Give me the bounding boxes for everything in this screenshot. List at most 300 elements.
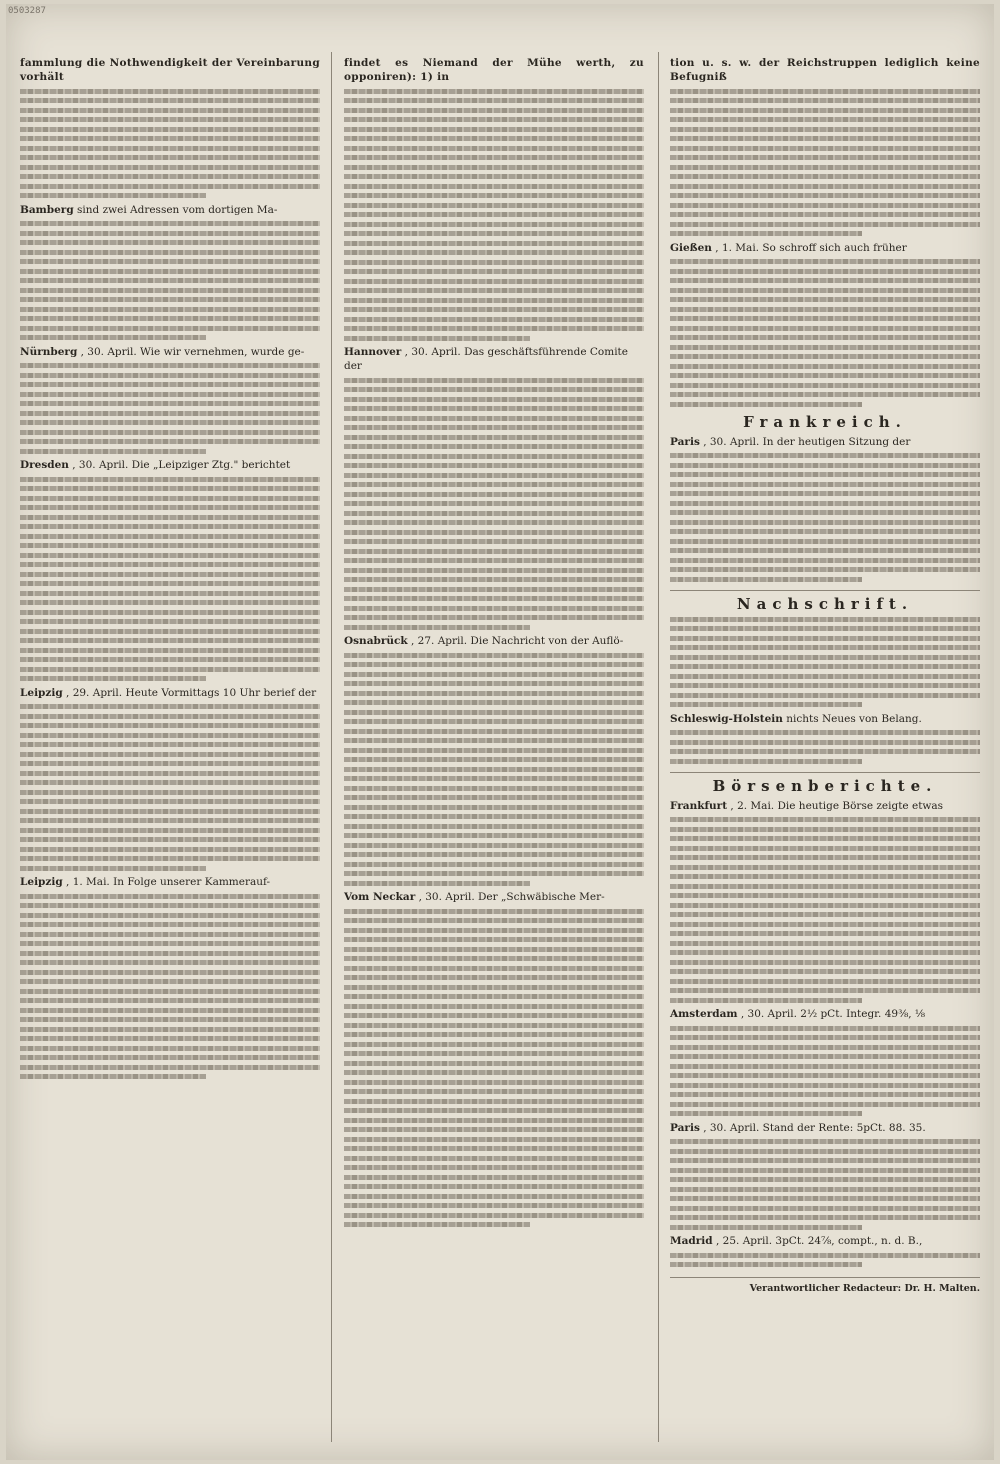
text-line xyxy=(670,1026,980,1031)
text-line xyxy=(344,1032,644,1037)
text-line xyxy=(670,626,980,631)
text-line xyxy=(344,1165,644,1170)
text-line xyxy=(344,814,644,819)
text-line xyxy=(20,534,320,539)
text-line xyxy=(20,866,206,871)
article-dateline xyxy=(670,435,980,449)
text-line xyxy=(344,136,644,141)
text-line xyxy=(670,827,980,832)
text-line xyxy=(344,174,644,179)
market-report xyxy=(670,1234,980,1248)
text-line xyxy=(344,843,644,848)
text-line xyxy=(344,596,644,601)
text-line xyxy=(670,392,980,397)
text-line xyxy=(344,1042,644,1047)
text-line xyxy=(344,700,644,705)
text-line xyxy=(20,667,320,672)
text-line xyxy=(344,241,644,246)
text-line xyxy=(670,1158,980,1163)
text-line xyxy=(20,676,206,681)
text-line xyxy=(20,733,320,738)
text-line xyxy=(20,335,206,340)
text-line xyxy=(344,985,644,990)
text-line xyxy=(670,326,980,331)
text-line xyxy=(344,615,644,620)
text-line xyxy=(20,221,320,226)
text-line xyxy=(344,336,530,341)
dateline-text: , 27. April. Die Nachricht von der Auflö- xyxy=(407,635,624,647)
text-line xyxy=(344,203,644,208)
text-line xyxy=(344,511,644,516)
text-line xyxy=(20,1055,320,1060)
text-line xyxy=(344,862,644,867)
text-line xyxy=(20,174,320,179)
text-line xyxy=(20,638,320,643)
text-line xyxy=(670,345,980,350)
text-line xyxy=(344,146,644,151)
text-line xyxy=(344,1175,644,1180)
text-line xyxy=(20,951,320,956)
text-line xyxy=(344,662,644,667)
text-line xyxy=(20,600,320,605)
text-line xyxy=(20,505,320,510)
section-heading: Nachschrift. xyxy=(670,590,980,611)
text-line xyxy=(670,664,980,669)
text-line xyxy=(20,1017,320,1022)
dateline-place: Paris xyxy=(670,1121,700,1134)
section-heading: Frankreich. xyxy=(743,412,907,431)
text-line xyxy=(344,691,644,696)
text-line xyxy=(344,625,530,630)
text-line xyxy=(670,482,980,487)
text-line xyxy=(20,1027,320,1032)
text-line xyxy=(20,108,320,113)
text-line xyxy=(344,1146,644,1151)
text-line xyxy=(20,610,320,615)
text-line xyxy=(344,1061,644,1066)
text-line xyxy=(20,1074,206,1079)
text-line xyxy=(344,994,644,999)
text-line xyxy=(20,259,320,264)
text-line xyxy=(670,645,980,650)
text-line xyxy=(670,865,980,870)
text-line xyxy=(344,298,644,303)
text-line xyxy=(20,932,320,937)
text-line xyxy=(670,931,980,936)
dateline-text: , 30. April. Stand der Rente: 5pCt. 88. 35. xyxy=(699,1121,926,1134)
text-line xyxy=(670,1139,980,1144)
text-line xyxy=(670,472,980,477)
text-line xyxy=(670,501,980,506)
text-line xyxy=(344,1108,644,1113)
text-line xyxy=(670,969,980,974)
text-line xyxy=(670,136,980,141)
text-line xyxy=(670,278,980,283)
text-line xyxy=(20,477,320,482)
text-line xyxy=(344,833,644,838)
text-line xyxy=(670,903,980,908)
text-line xyxy=(670,558,980,563)
text-line xyxy=(344,454,644,459)
text-line xyxy=(344,1051,644,1056)
dateline-place: Leipzig xyxy=(20,876,63,888)
text-line xyxy=(344,1013,644,1018)
column-lead: tion u. s. w. der Reichstruppen lediglich keine Befugniß xyxy=(670,57,980,83)
text-line xyxy=(20,780,320,785)
text-line xyxy=(670,912,980,917)
text-line xyxy=(670,288,980,293)
text-line xyxy=(344,966,644,971)
article-dateline xyxy=(344,890,644,904)
text-line xyxy=(20,1008,320,1013)
text-line xyxy=(344,805,644,810)
article-dateline xyxy=(344,634,644,648)
dateline-text: nichts Neues von Belang. xyxy=(782,712,922,725)
text-line xyxy=(344,165,644,170)
dateline-text: sind zwei Adressen vom dortigen Ma- xyxy=(73,203,278,216)
text-line xyxy=(344,463,644,468)
text-line xyxy=(670,1045,980,1050)
text-line xyxy=(670,184,980,189)
text-line xyxy=(20,799,320,804)
column-lead: fammlung die Nothwendigkeit der Vereinbarung vorhält xyxy=(20,57,320,83)
text-line xyxy=(670,165,980,170)
text-line xyxy=(670,1054,980,1059)
text-line xyxy=(20,250,320,255)
text-line xyxy=(344,155,644,160)
text-line xyxy=(344,416,644,421)
dateline-place: Nürnberg xyxy=(20,345,78,358)
text-line xyxy=(670,373,980,378)
text-line xyxy=(344,444,644,449)
text-line xyxy=(670,1196,980,1201)
footer-rule xyxy=(670,1277,980,1278)
text-line xyxy=(20,648,320,653)
text-line xyxy=(344,1080,644,1085)
text-line xyxy=(670,1177,980,1182)
column-rule xyxy=(658,52,659,1442)
market-report xyxy=(670,1007,980,1021)
text-line xyxy=(20,761,320,766)
text-line xyxy=(670,1102,980,1107)
text-line xyxy=(20,913,320,918)
text-line xyxy=(344,1213,644,1218)
dateline-text: , 30. April. In der heutigen Sitzung der xyxy=(699,435,911,448)
text-line xyxy=(344,881,530,886)
text-line xyxy=(344,568,644,573)
text-line xyxy=(344,1089,644,1094)
text-line xyxy=(344,501,644,506)
text-line xyxy=(20,818,320,823)
text-line xyxy=(670,960,980,965)
text-line xyxy=(20,714,320,719)
text-line xyxy=(344,795,644,800)
text-line xyxy=(20,382,320,387)
dateline-text: , 1. Mai. In Folge unserer Kammerauf- xyxy=(62,876,271,888)
text-line xyxy=(670,855,980,860)
text-line xyxy=(344,767,644,772)
dateline-place: Schleswig-Holstein xyxy=(670,712,783,725)
text-line xyxy=(670,1206,980,1211)
text-line xyxy=(670,817,980,822)
dateline-text: , 2. Mai. Die heutige Börse zeigte etwas xyxy=(727,799,944,812)
text-line xyxy=(20,998,320,1003)
text-line xyxy=(344,184,644,189)
text-line xyxy=(344,1222,530,1227)
dateline-place: Frankfurt xyxy=(670,799,728,812)
text-line xyxy=(344,558,644,563)
text-line xyxy=(20,572,320,577)
text-line xyxy=(344,748,644,753)
text-line xyxy=(670,127,980,132)
text-line xyxy=(670,950,980,955)
text-line xyxy=(20,543,320,548)
text-line xyxy=(670,836,980,841)
column-lead: findet es Niemand der Mühe werth, zu opponiren): 1) in xyxy=(344,57,644,83)
text-line xyxy=(20,146,320,151)
text-line xyxy=(670,1215,980,1220)
text-line xyxy=(20,562,320,567)
text-line xyxy=(20,98,320,103)
text-line xyxy=(670,1035,980,1040)
text-line xyxy=(344,577,644,582)
text-line xyxy=(344,406,644,411)
text-line xyxy=(20,629,320,634)
text-line xyxy=(20,184,320,189)
text-line xyxy=(20,269,320,274)
text-line xyxy=(670,1064,980,1069)
text-line xyxy=(670,893,980,898)
dateline-text: , 25. April. 3pCt. 24⅞, compt., n. d. B., xyxy=(712,1235,923,1247)
text-line xyxy=(20,288,320,293)
text-line xyxy=(344,539,644,544)
dateline-text: , 30. April. Die „Leipziger Ztg." berichtet xyxy=(68,459,291,471)
text-line xyxy=(20,1046,320,1051)
text-line xyxy=(20,809,320,814)
text-line xyxy=(20,89,320,94)
text-line xyxy=(670,577,862,582)
text-line xyxy=(20,515,320,520)
text-line xyxy=(20,363,320,368)
text-line xyxy=(670,1149,980,1154)
text-line xyxy=(344,710,644,715)
dateline-text: , 30. April. 2½ pCt. Integr. 49⅜, ⅛ xyxy=(737,1008,926,1020)
text-line xyxy=(670,269,980,274)
text-line xyxy=(670,98,980,103)
text-line xyxy=(344,681,644,686)
text-line xyxy=(344,1184,644,1189)
article-dateline xyxy=(20,875,320,889)
text-line xyxy=(344,378,644,383)
text-line xyxy=(20,847,320,852)
text-line xyxy=(344,1023,644,1028)
text-line xyxy=(670,108,980,113)
text-line xyxy=(670,1073,980,1078)
dateline-place: Paris xyxy=(670,435,700,448)
article-dateline xyxy=(344,345,644,373)
dateline-place: Hannover xyxy=(344,346,402,358)
text-line xyxy=(670,636,980,641)
text-line xyxy=(20,449,206,454)
text-line xyxy=(670,617,980,622)
text-line xyxy=(20,278,320,283)
text-line xyxy=(344,1127,644,1132)
article-dateline xyxy=(20,345,320,359)
text-line xyxy=(344,909,644,914)
text-line xyxy=(344,425,644,430)
text-line xyxy=(20,657,320,662)
text-line xyxy=(344,397,644,402)
text-line xyxy=(344,193,644,198)
text-line xyxy=(670,174,980,179)
market-report xyxy=(670,799,980,813)
text-line xyxy=(670,702,862,707)
text-line xyxy=(670,520,980,525)
text-line xyxy=(344,250,644,255)
text-line xyxy=(344,975,644,980)
article-dateline xyxy=(670,241,980,255)
text-line xyxy=(670,510,980,515)
text-line xyxy=(670,759,862,764)
text-line xyxy=(670,683,980,688)
text-line xyxy=(20,401,320,406)
text-line xyxy=(20,136,320,141)
text-line xyxy=(344,222,644,227)
text-line xyxy=(20,524,320,529)
text-line xyxy=(344,852,644,857)
text-line xyxy=(670,1083,980,1088)
dateline-place: Madrid xyxy=(670,1235,713,1247)
text-line xyxy=(670,988,980,993)
text-line xyxy=(20,430,320,435)
text-line xyxy=(344,918,644,923)
text-line xyxy=(20,941,320,946)
dateline-place: Dresden xyxy=(20,459,69,471)
text-line xyxy=(344,473,644,478)
text-line xyxy=(344,269,644,274)
article-dateline xyxy=(20,203,320,217)
text-line xyxy=(344,956,644,961)
text-line xyxy=(20,723,320,728)
column-rule xyxy=(331,52,332,1442)
text-line xyxy=(670,231,862,236)
text-line xyxy=(670,453,980,458)
text-line xyxy=(344,947,644,952)
newspaper-page xyxy=(6,4,994,1460)
text-line xyxy=(670,529,980,534)
text-line xyxy=(20,307,320,312)
text-line xyxy=(20,496,320,501)
text-line xyxy=(20,316,320,321)
text-line xyxy=(20,903,320,908)
text-line xyxy=(20,989,320,994)
text-line xyxy=(344,729,644,734)
text-line xyxy=(670,1262,862,1267)
article-dateline xyxy=(20,686,320,700)
text-line xyxy=(20,581,320,586)
text-line xyxy=(670,941,980,946)
text-line xyxy=(20,231,320,236)
section-heading: Börsenberichte. xyxy=(670,772,980,793)
text-line xyxy=(670,846,980,851)
text-line xyxy=(344,1099,644,1104)
text-line xyxy=(670,730,980,735)
text-line xyxy=(20,752,320,757)
text-line xyxy=(344,98,644,103)
text-line xyxy=(344,260,644,265)
text-line xyxy=(670,193,980,198)
text-line xyxy=(20,960,320,965)
text-line xyxy=(670,222,980,227)
text-line xyxy=(344,738,644,743)
text-line xyxy=(344,1203,644,1208)
text-line xyxy=(670,259,980,264)
text-line xyxy=(20,373,320,378)
text-line xyxy=(344,520,644,525)
text-line xyxy=(344,549,644,554)
scan-id: 0503287 xyxy=(8,6,46,16)
text-line xyxy=(344,672,644,677)
column-2 xyxy=(344,56,644,1232)
text-line xyxy=(20,193,206,198)
text-line xyxy=(670,212,980,217)
text-line xyxy=(670,354,980,359)
dateline-text: , 30. April. Wie wir vernehmen, wurde ge- xyxy=(77,345,305,358)
text-line xyxy=(20,240,320,245)
text-line xyxy=(20,553,320,558)
text-line xyxy=(344,587,644,592)
text-line xyxy=(670,491,980,496)
text-line xyxy=(344,530,644,535)
text-line xyxy=(670,655,980,660)
text-line xyxy=(20,155,320,160)
text-line xyxy=(344,89,644,94)
text-line xyxy=(344,776,644,781)
column-1 xyxy=(20,56,320,1084)
text-line xyxy=(670,693,980,698)
article-dateline xyxy=(20,458,320,472)
text-line xyxy=(20,979,320,984)
text-line xyxy=(20,828,320,833)
text-line xyxy=(344,231,644,236)
text-line xyxy=(344,435,644,440)
text-line xyxy=(344,279,644,284)
text-line xyxy=(344,317,644,322)
text-line xyxy=(344,212,644,217)
text-line xyxy=(670,146,980,151)
text-line xyxy=(344,108,644,113)
text-line xyxy=(20,591,320,596)
text-line xyxy=(670,297,980,302)
dateline-place: Gießen xyxy=(670,241,712,254)
text-line xyxy=(20,326,320,331)
text-line xyxy=(670,674,980,679)
text-line xyxy=(20,837,320,842)
text-line xyxy=(670,884,980,889)
text-line xyxy=(344,387,644,392)
text-line xyxy=(344,824,644,829)
text-line xyxy=(344,786,644,791)
text-line xyxy=(344,1004,644,1009)
text-line xyxy=(20,165,320,170)
dateline-place: Amsterdam xyxy=(670,1008,738,1020)
text-line xyxy=(20,619,320,624)
text-line xyxy=(20,856,320,861)
text-line xyxy=(20,970,320,975)
dateline-place: Vom Neckar xyxy=(344,891,416,903)
text-line xyxy=(670,539,980,544)
text-line xyxy=(344,928,644,933)
